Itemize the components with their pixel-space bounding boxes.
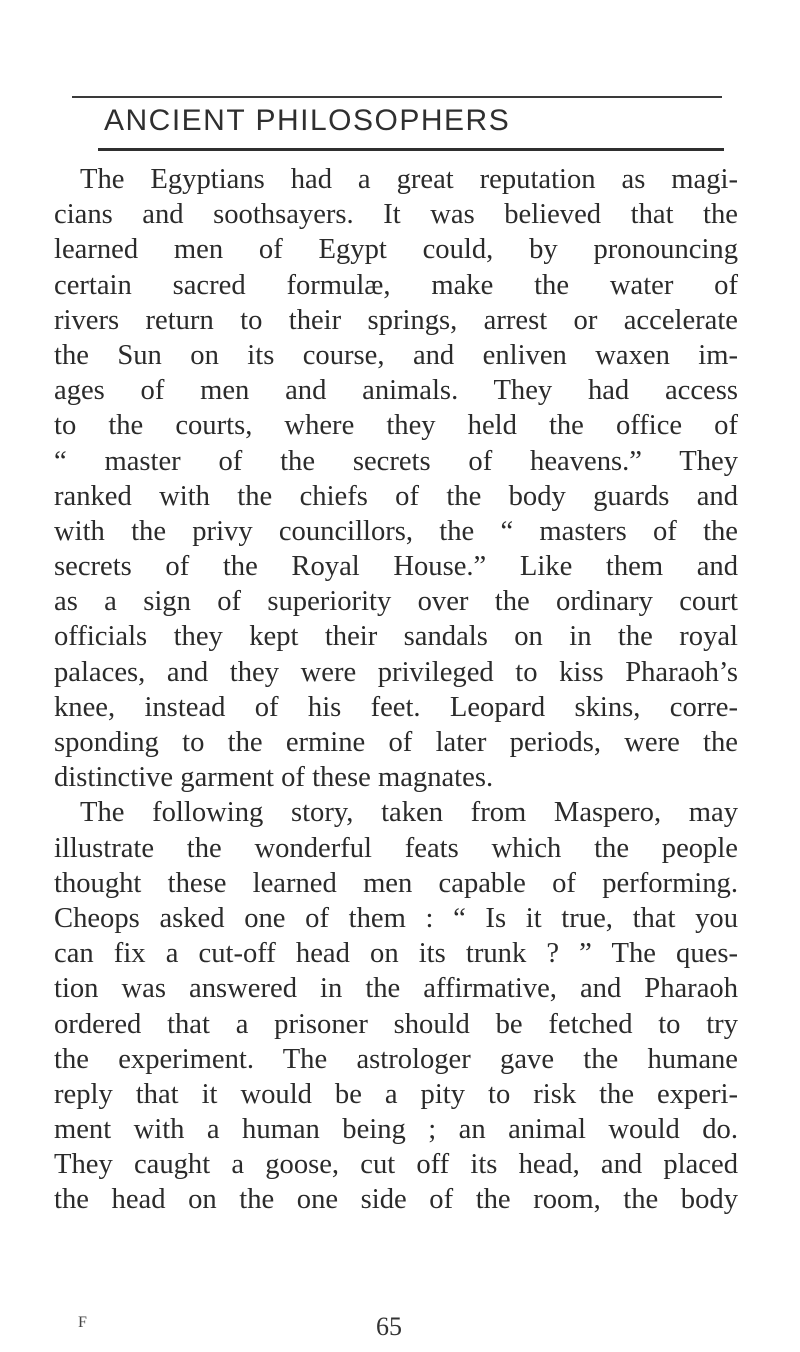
- text-line: The Egyptians had a great reputation as magi-: [80, 164, 738, 195]
- text-line: the head on the one side of the room, the body: [54, 1184, 738, 1216]
- text-line: ment with a human being ; an animal would do.: [54, 1114, 738, 1146]
- text-line: sponding to the ermine of later periods, were the: [54, 727, 738, 758]
- text-line: the Sun on its course, and enliven waxen im-: [54, 339, 738, 371]
- header-rule-bottom: [98, 148, 724, 151]
- text-line: tion was answered in the affirmative, and Pharaoh: [54, 973, 738, 1005]
- text-line: secrets of the Royal House.” Like them and: [54, 551, 738, 583]
- text-line: ordered that a prisoner should be fetched to try: [54, 1008, 738, 1040]
- text-line: the experiment. The astrologer gave the humane: [54, 1043, 738, 1075]
- text-line: rivers return to their springs, arrest or accelerate: [54, 304, 738, 336]
- text-line: to the courts, where they held the office of: [54, 410, 738, 442]
- text-line: ranked with the chiefs of the body guards and: [54, 480, 738, 512]
- page-number: 65: [376, 1312, 402, 1341]
- text-line: thought these learned men capable of performing.: [54, 867, 738, 899]
- text-line: They caught a goose, cut off its head, and placed: [54, 1149, 738, 1181]
- header-rule-top: [72, 96, 722, 98]
- text-line: reply that it would be a pity to risk the experi-: [54, 1078, 738, 1110]
- text-line: The following story, taken from Maspero, may: [80, 797, 738, 829]
- text-line: can fix a cut-off head on its trunk ? ” The ques-: [54, 938, 738, 970]
- text-line: palaces, and they were privileged to kiss Pharaoh’s: [54, 656, 738, 688]
- text-line: Cheops asked one of them : “ Is it true, that you: [54, 902, 738, 934]
- text-line: as a sign of superiority over the ordinary court: [54, 586, 738, 618]
- running-head: ANCIENT PHILOSOPHERS: [104, 104, 511, 137]
- text-line: illustrate the wonderful feats which the people: [54, 832, 738, 864]
- text-line: certain sacred formulæ, make the water of: [54, 269, 738, 301]
- text-line: learned men of Egypt could, by pronouncing: [54, 234, 738, 266]
- text-line: knee, instead of his feet. Leopard skins, corre-: [54, 691, 738, 723]
- page-footer: [0, 1314, 800, 1344]
- text-line: officials they kept their sandals on in the royal: [54, 621, 738, 653]
- text-line: distinctive garment of these magnates.: [54, 762, 494, 794]
- signature-mark: F: [78, 1314, 87, 1331]
- text-line: with the privy councillors, the “ masters of the: [54, 515, 738, 547]
- text-line: ages of men and animals. They had access: [54, 375, 738, 407]
- body-text: [54, 162, 738, 1218]
- text-line: “ master of the secrets of heavens.” They: [54, 445, 738, 477]
- text-line: cians and soothsayers. It was believed that the: [54, 199, 738, 231]
